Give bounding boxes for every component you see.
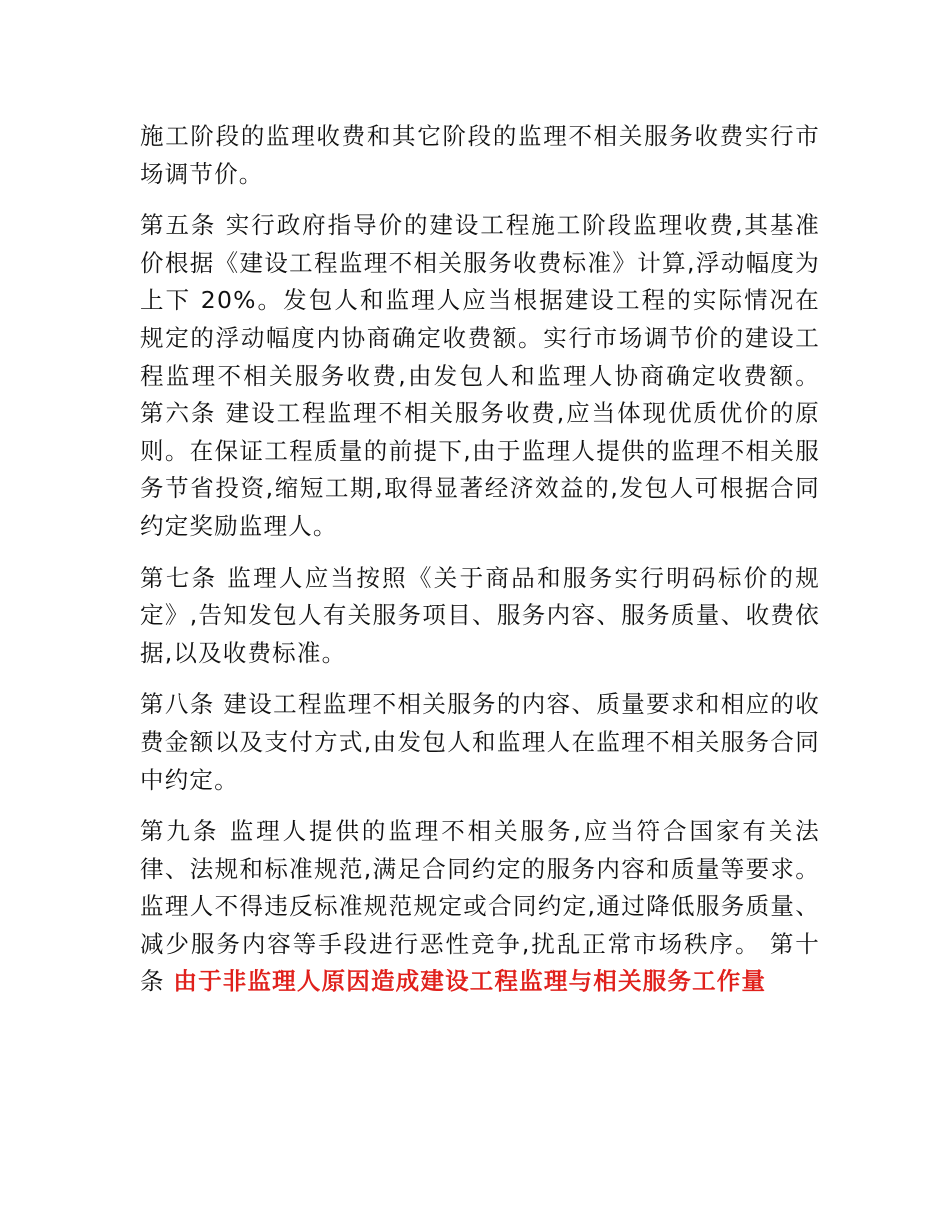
paragraph-3: [140, 560, 820, 673]
paragraph-1: [140, 118, 820, 193]
paragraph-3-text: 第七条 监理人应当按照《关于商品和服务实行明码标价的规定》,告知发包人有关服务项目、服务内容、服务质量、收费依据,以及收费标准。: [140, 563, 820, 667]
paragraph-4-text: 第八条 建设工程监理不相关服务的内容、质量要求和相应的收费金额以及支付方式,由发包人和监理人在监理不相关服务合同中约定。: [140, 690, 820, 794]
paragraph-1-text: 施工阶段的监理收费和其它阶段的监理不相关服务收费实行市场调节价。: [140, 122, 820, 188]
paragraph-2: [140, 207, 820, 545]
highlighted-text: 由于非监理人原因造成建设工程监理与相关服务工作量: [173, 967, 767, 996]
paragraph-5-text: 第九条 监理人提供的监理不相关服务,应当符合国家有关法律、法规和标准规范,满足合同约定的服务内容和质量等要求。监理人不得违反标准规范规定或合同约定,通过降低服务质量、减少服务内容等手段进行恶性竞争,扰乱正常市场秩序。 第十条: [140, 817, 820, 996]
paragraph-5: [140, 813, 820, 1001]
paragraph-2-text: 第五条 实行政府指导价的建设工程施工阶段监理收费,其基准价根据《建设工程监理不相关服务收费标准》计算,浮动幅度为上下 20%。发包人和监理人应当根据建设工程的实际情况在规定的浮动幅度内协商确定收费额。实行市场调节价的建设工程监理不相关服务收费,由发包人和监理人协商确定收费额。 第六条 建设工程监理不相关服务收费,应当体现优质优价的原则。在保证工程质量的前提下,由于监理人提供的监理不相关服务节省投资,缩短工期,取得显著经济效益的,发包人可根据合同约定奖励监理人。: [140, 211, 820, 540]
paragraph-4: [140, 686, 820, 799]
document-body: [140, 118, 820, 1015]
